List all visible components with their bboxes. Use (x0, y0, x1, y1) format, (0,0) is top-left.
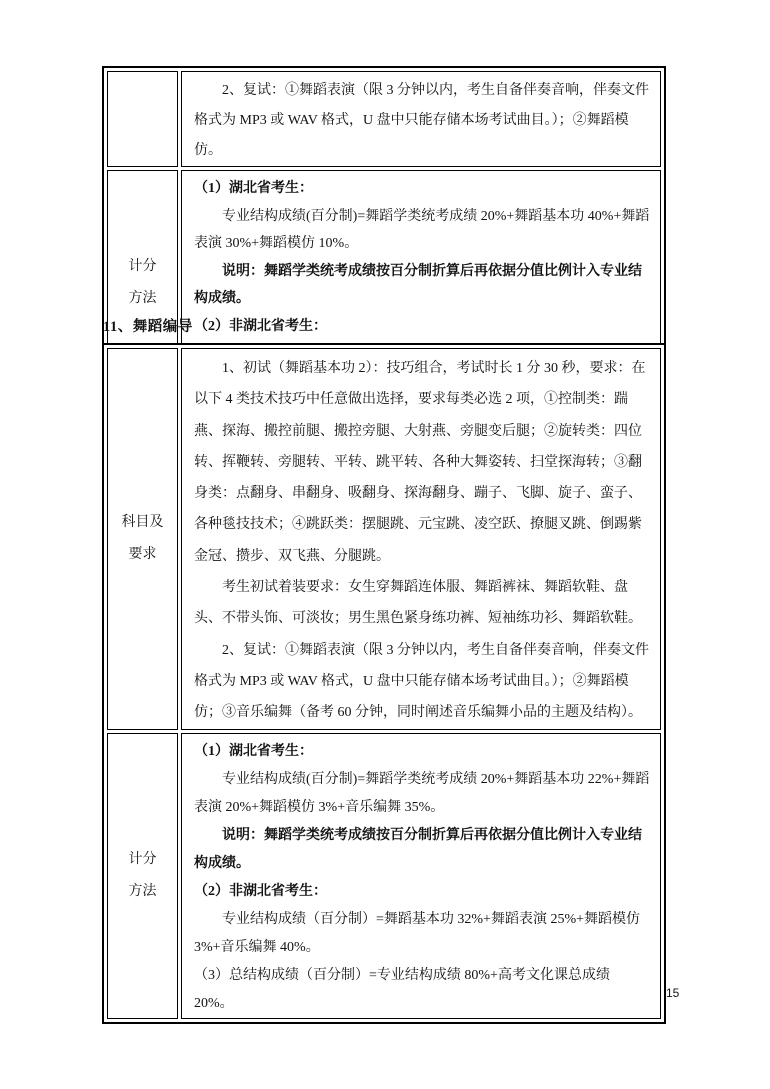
subjects-content-cell (181, 348, 661, 730)
paragraph-non-hubei-formula: 专业结构成绩（百分制）=舞蹈基本功 32%+舞蹈表演 25%+舞蹈模仿 3%+音乐编舞 40%。 (194, 911, 641, 955)
label-line: 科目及 (121, 514, 164, 530)
paragraph-first-exam: 1、初试（舞蹈基本功 2）：技巧组合，考试时长 1 分 30 秒，要求：在以下 4 类技术技巧中任意做出选择，要求每类必选 2 项，①控制类：踹燕、探海、搬控前腿、搬控旁腿、大射燕、旁腿变后腿；②旋转类：四位转、挥鞭转、旁腿转、平转、跳平转、各种大舞姿转、扫堂探海转；③翻身类：点翻身、串翻身、吸翻身、探海翻身、蹦子、飞脚、旋子、蛮子、各种毯技技术；④跳跃类：摆腿跳、元宝跳、凌空跃、撩腿叉跳、倒踢紫金冠、攒步、双飞燕、分腿跳。 (194, 361, 646, 564)
table-row (107, 348, 661, 730)
paragraph-hubei-formula: 专业结构成绩(百分制)=舞蹈学类统考成绩 20%+舞蹈基本功 22%+舞蹈表演 20%+舞蹈模仿 3%+音乐编舞 35%。 (194, 771, 650, 815)
paragraph-note: 说明：舞蹈学类统考成绩按百分制折算后再依据分值比例计入专业结构成绩。 (194, 827, 642, 871)
paragraph-hubei-formula: 专业结构成绩(百分制)=舞蹈学类统考成绩 20%+舞蹈基本功 40%+舞蹈表演 30%+舞蹈模仿 10%。 (194, 208, 650, 251)
paragraph-total-formula: （3）总结构成绩（百分制）=专业结构成绩 80%+高考文化课总成绩 20%。 (194, 967, 610, 1011)
exam-table-dance-choreography (102, 343, 666, 1024)
label-line: 要求 (128, 546, 157, 562)
label-cell-empty (107, 71, 178, 167)
label-line: 计分 (128, 851, 157, 867)
paragraph-retest: 2、复试：①舞蹈表演（限 3 分钟以内，考生自备伴奏音响，伴奏文件格式为 MP3 或 WAV 格式，U 盘中只能存储本场考试曲目。）；②舞蹈模仿。 (194, 83, 649, 158)
scoring-label-cell (107, 733, 178, 1019)
subjects-label-cell (107, 348, 178, 730)
section-heading: 11、舞蹈编导 (103, 319, 193, 335)
table-row (107, 71, 661, 167)
retest-content-cell (181, 71, 661, 167)
paragraph-non-hubei-header: （2）非湖北省考生： (194, 318, 327, 334)
paragraph-dress-code: 考生初试着装要求：女生穿舞蹈连体服、舞蹈裤袜、舞蹈软鞋、盘头、不带头饰、可淡妆；男生黑色紧身练功裤、短袖练功衫、舞蹈软鞋。 (194, 580, 642, 627)
paragraph-hubei-header: （1）湖北省考生： (194, 181, 313, 196)
label-line: 计分 (128, 259, 157, 274)
label-line: 方法 (128, 291, 157, 306)
paragraph-hubei-header: （1）湖北省考生： (194, 743, 313, 759)
paragraph-retest: 2、复试：①舞蹈表演（限 3 分钟以内，考生自备伴奏音响，伴奏文件格式为 MP3 或 WAV 格式，U 盘中只能存储本场考试曲目。）；②舞蹈模仿；③音乐编舞（备考 60 分钟，同时阐述音乐编舞小品的主题及结构）。 (194, 642, 649, 721)
page-number: 15 (666, 986, 680, 1000)
label-line: 方法 (128, 883, 157, 899)
paragraph-note: 说明：舞蹈学类统考成绩按百分制折算后再依据分值比例计入专业结构成绩。 (194, 263, 642, 306)
paragraph-non-hubei-header: （2）非湖北省考生： (194, 883, 327, 899)
table-row (107, 733, 661, 1019)
scoring-content-cell (181, 733, 661, 1019)
